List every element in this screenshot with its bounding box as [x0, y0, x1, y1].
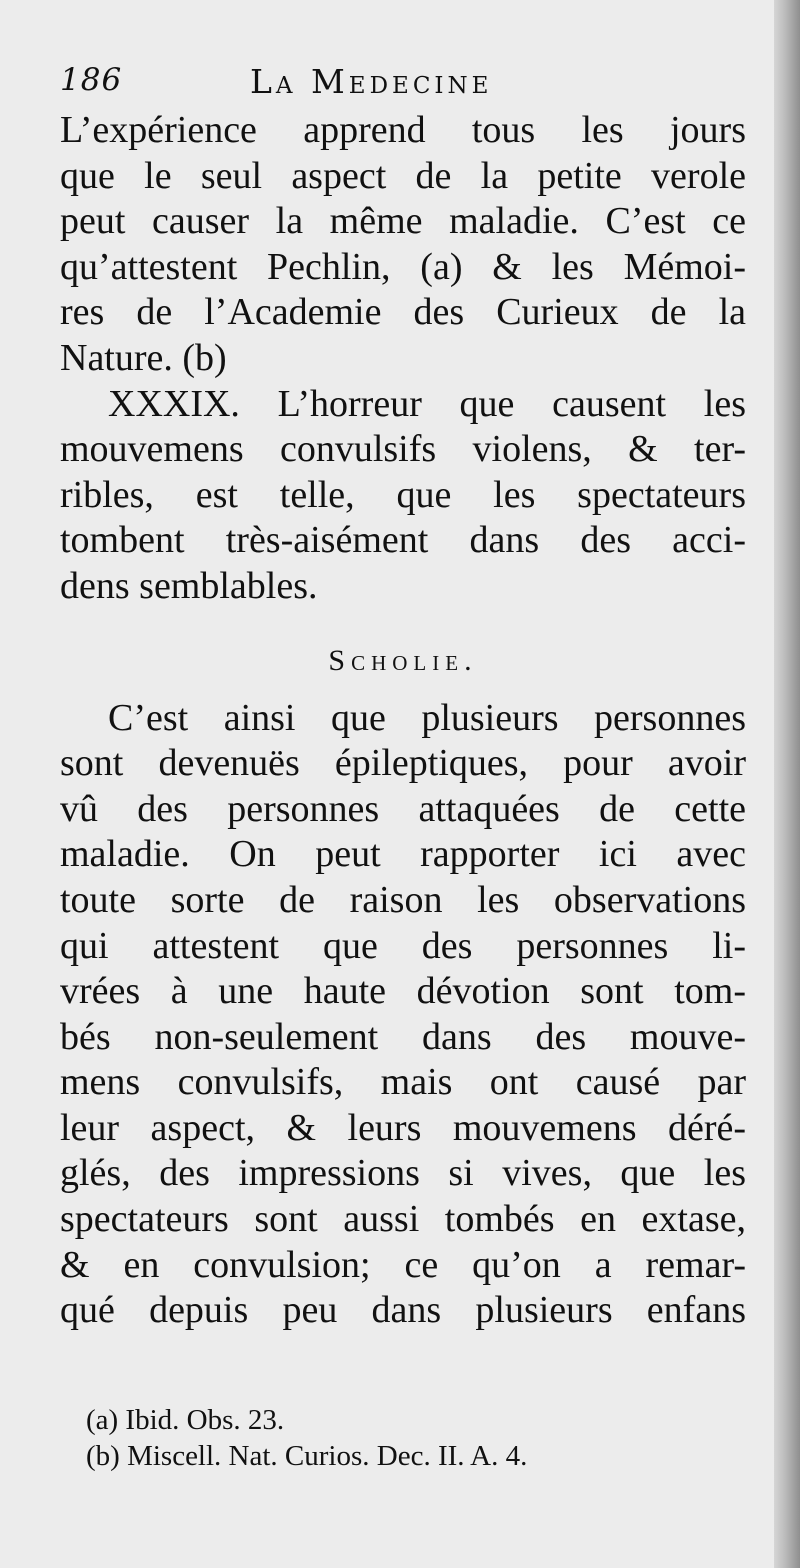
paragraph-line: qui attestent que des personnes li-	[60, 924, 746, 967]
paragraph-line: mouvemens convulsifs violens, & ter-	[60, 428, 746, 471]
body-text	[60, 108, 746, 1334]
paragraph-2	[60, 382, 746, 610]
section-title: Scholie.	[328, 643, 478, 677]
paragraph-line: dens semblables.	[60, 564, 318, 607]
paragraph-line: mens convulsifs, mais ont causé par	[60, 1061, 746, 1104]
paragraph-1	[60, 108, 746, 382]
paragraph-line: tombent très-aisément dans des acci-	[60, 519, 746, 562]
page-number: 186	[60, 62, 123, 98]
paragraph-line: Nature. (b)	[60, 336, 227, 379]
page-header	[60, 62, 750, 110]
paragraph-line: vû des personnes attaquées de cette	[60, 787, 746, 830]
paragraph-line: res de l’Academie des Curieux de la	[60, 291, 746, 334]
paragraph-line: vrées à une haute dévotion sont tom-	[60, 970, 746, 1013]
paragraph-line: ribles, est telle, que les spectateurs	[60, 473, 746, 516]
paragraph-line: peut causer la même maladie. C’est ce	[60, 200, 746, 243]
paragraph-line: L’expérience apprend tous les jours	[60, 109, 746, 151]
page-edge-shadow	[774, 0, 800, 1568]
paragraph-line: XXXIX. L’horreur que causent les	[108, 382, 746, 425]
paragraph-line: que le seul aspect de la petite verole	[60, 154, 746, 197]
paragraph-line: sont devenuës épileptiques, pour avoir	[60, 742, 746, 785]
paragraph-line: maladie. On peut rapporter ici avec	[60, 833, 746, 876]
paragraph-line: bés non-seulement dans des mouve-	[60, 1015, 746, 1058]
paragraph-line: & en convulsion; ce qu’on a remar-	[60, 1243, 746, 1286]
paragraph-line: leur aspect, & leurs mouvemens déré-	[60, 1106, 746, 1149]
paragraph-line: qué depuis peu dans plusieurs enfans	[60, 1289, 746, 1332]
paragraph-line: spectateurs sont aussi tombés en extase,	[60, 1198, 746, 1241]
paragraph-line: C’est ainsi que plusieurs personnes	[108, 696, 746, 739]
paragraph-line: qu’attestent Pechlin, (a) & les Mémoi-	[60, 245, 746, 288]
paragraph-line: toute sorte de raison les observations	[60, 878, 746, 921]
running-head: La Medecine	[250, 62, 493, 101]
footnote-b: (b) Miscell. Nat. Curios. Dec. II. A. 4.	[86, 1440, 528, 1472]
footnotes	[86, 1402, 746, 1474]
paragraph-3	[60, 696, 746, 1334]
paragraph-line: glés, des impressions si vives, que les	[60, 1152, 746, 1195]
footnote-a: (a) Ibid. Obs. 23.	[86, 1404, 285, 1436]
